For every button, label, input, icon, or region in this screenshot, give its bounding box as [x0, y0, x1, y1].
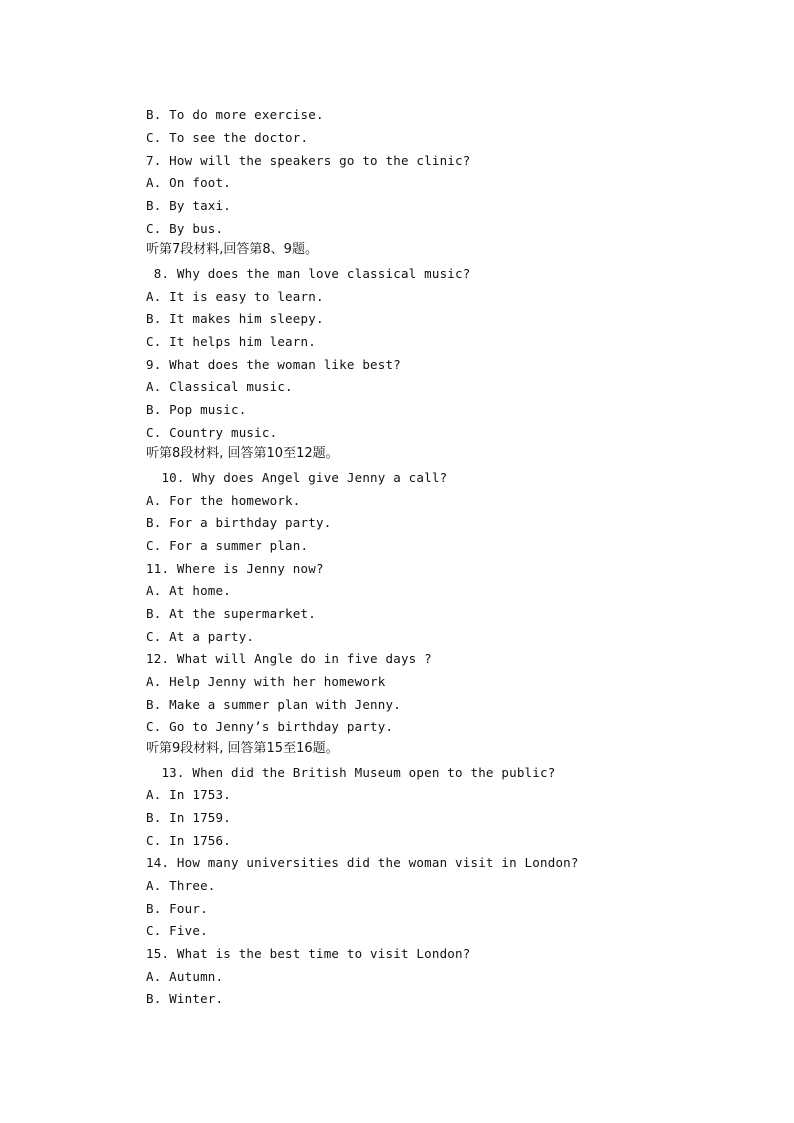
section-heading: 听第8段材料, 回答第10至12题。 [146, 446, 339, 461]
question-line: 13. When did the British Museum open to the public? [146, 765, 556, 780]
option-line: C. To see the doctor. [146, 130, 309, 145]
option-line: C. At a party. [146, 629, 255, 644]
option-line: A. At home. [146, 583, 231, 598]
option-line: B. It makes him sleepy. [146, 311, 324, 326]
option-line: C. Go to Jenny’s birthday party. [146, 719, 394, 734]
option-line: A. Help Jenny with her homework [146, 674, 386, 689]
section-heading: 听第7段材料,回答第8、9题。 [146, 242, 318, 257]
option-line: C. It helps him learn. [146, 334, 316, 349]
question-line: 11. Where is Jenny now? [146, 561, 324, 576]
option-line: B. By taxi. [146, 198, 231, 213]
option-line: B. Four. [146, 901, 208, 916]
option-line: B. Winter. [146, 991, 224, 1006]
question-line: 7. How will the speakers go to the clinic? [146, 153, 471, 168]
question-line: 8. Why does the man love classical music? [146, 266, 471, 281]
question-line: 12. What will Angle do in five days ? [146, 651, 432, 666]
option-line: B. At the supermarket. [146, 606, 316, 621]
question-line: 15. What is the best time to visit London? [146, 946, 471, 961]
option-line: A. On foot. [146, 175, 231, 190]
option-line: C. Five. [146, 923, 208, 938]
option-line: C. By bus. [146, 221, 224, 236]
question-line: 9. What does the woman like best? [146, 357, 401, 372]
option-line: A. Autumn. [146, 969, 224, 984]
option-line: B. Make a summer plan with Jenny. [146, 697, 401, 712]
option-line: C. For a summer plan. [146, 538, 309, 553]
option-line: C. In 1756. [146, 833, 231, 848]
option-line: C. Country music. [146, 425, 278, 440]
option-line: B. In 1759. [146, 810, 231, 825]
option-line: B. Pop music. [146, 402, 247, 417]
option-line: A. It is easy to learn. [146, 289, 324, 304]
option-line: A. Classical music. [146, 379, 293, 394]
option-line: A. Three. [146, 878, 216, 893]
option-line: A. In 1753. [146, 787, 231, 802]
option-line: A. For the homework. [146, 493, 301, 508]
option-line: B. To do more exercise. [146, 107, 324, 122]
section-heading: 听第9段材料, 回答第15至16题。 [146, 741, 339, 756]
option-line: B. For a birthday party. [146, 515, 332, 530]
question-line: 10. Why does Angel give Jenny a call? [146, 470, 448, 485]
question-line: 14. How many universities did the woman visit in London? [146, 855, 579, 870]
